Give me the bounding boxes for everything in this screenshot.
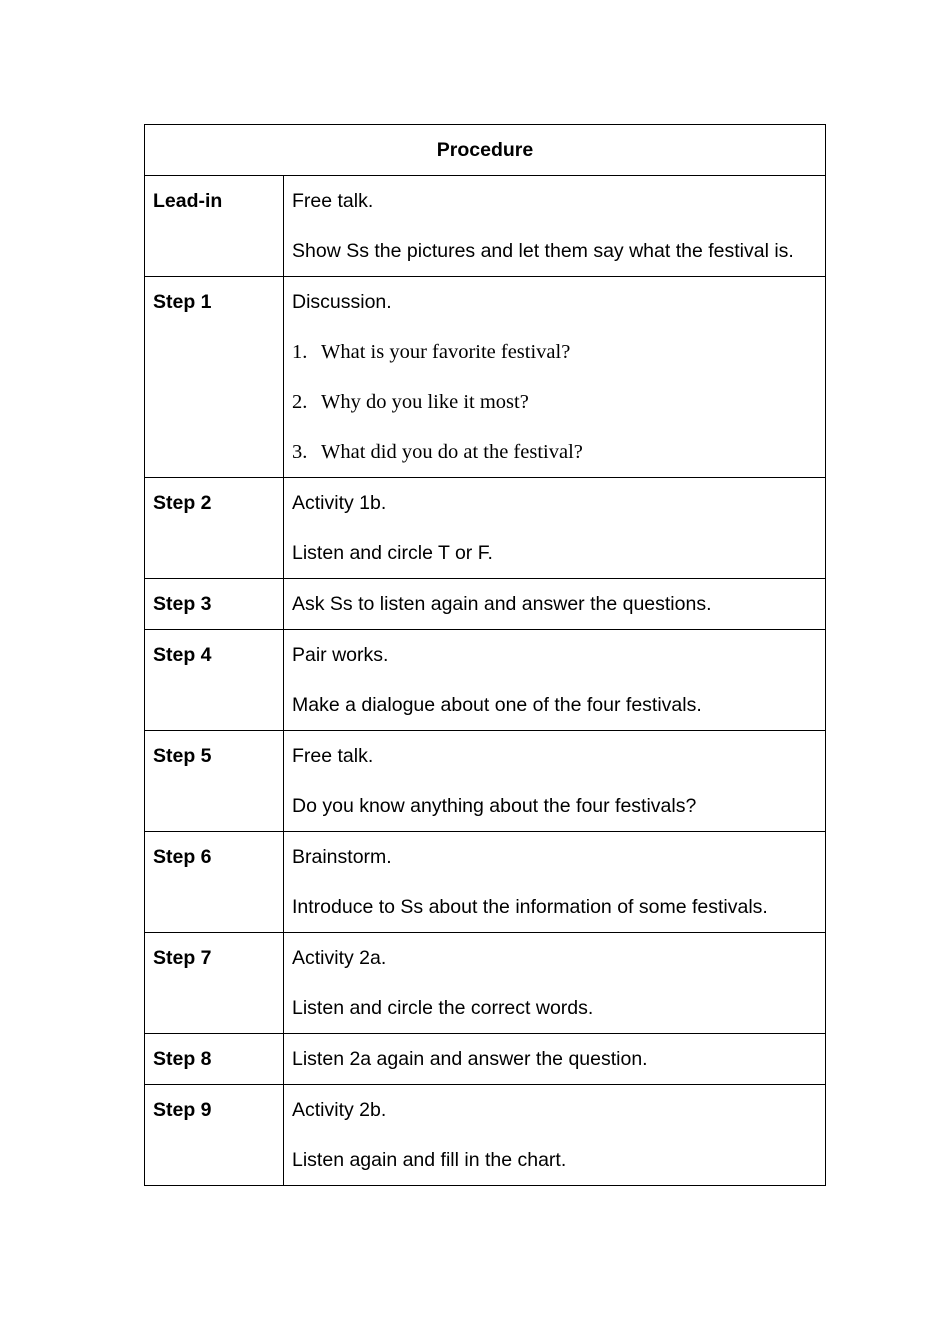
item-text: What is your favorite festival? (321, 341, 571, 363)
numbered-item (292, 427, 817, 477)
table-row (145, 630, 826, 731)
row-content (284, 1034, 826, 1085)
table-row (145, 731, 826, 832)
numbered-item (292, 377, 817, 427)
table-row (145, 1034, 826, 1085)
table-row (145, 1085, 826, 1186)
table-row (145, 579, 826, 630)
row-label: Step 9 (145, 1085, 284, 1186)
row-line: Do you know anything about the four festivals? (292, 795, 697, 817)
row-line: Free talk. (292, 745, 374, 767)
row-label: Step 8 (145, 1034, 284, 1085)
row-content (284, 832, 826, 933)
row-content (284, 579, 826, 630)
row-line: Listen again and fill in the chart. (292, 1149, 567, 1171)
row-line: Activity 1b. (292, 492, 387, 514)
row-line: Discussion. (292, 291, 392, 313)
row-line: Listen 2a again and answer the question. (292, 1048, 648, 1070)
row-line: Listen and circle T or F. (292, 542, 493, 564)
row-line: Make a dialogue about one of the four festivals. (292, 694, 702, 716)
row-line: Free talk. (292, 190, 374, 212)
row-label: Step 3 (145, 579, 284, 630)
item-text: What did you do at the festival? (321, 441, 583, 463)
row-line: Activity 2a. (292, 947, 387, 969)
item-number: 3. (292, 441, 308, 463)
row-content (284, 630, 826, 731)
item-text: Why do you like it most? (321, 391, 529, 413)
numbered-item (292, 327, 817, 377)
row-label: Lead-in (145, 176, 284, 277)
row-line: Introduce to Ss about the information of some festivals. (292, 896, 768, 918)
row-line: Activity 2b. (292, 1099, 387, 1121)
row-content (284, 277, 826, 478)
row-label: Step 5 (145, 731, 284, 832)
row-label: Step 7 (145, 933, 284, 1034)
row-label: Step 4 (145, 630, 284, 731)
row-label: Step 6 (145, 832, 284, 933)
item-number: 2. (292, 391, 308, 413)
row-line: Pair works. (292, 644, 389, 666)
table-header: Procedure (145, 125, 826, 176)
table-row (145, 176, 826, 277)
item-number: 1. (292, 341, 308, 363)
row-line: Show Ss the pictures and let them say what the festival is. (292, 240, 794, 262)
row-label: Step 1 (145, 277, 284, 478)
row-line: Brainstorm. (292, 846, 392, 868)
row-content (284, 478, 826, 579)
row-content (284, 731, 826, 832)
table-row (145, 478, 826, 579)
table-header-row (145, 125, 826, 176)
row-line: Ask Ss to listen again and answer the questions. (292, 593, 712, 615)
row-content (284, 933, 826, 1034)
procedure-table (144, 124, 826, 1186)
table-row (145, 933, 826, 1034)
table-row (145, 277, 826, 478)
row-label: Step 2 (145, 478, 284, 579)
row-content (284, 176, 826, 277)
row-content (284, 1085, 826, 1186)
row-line: Listen and circle the correct words. (292, 997, 594, 1019)
table-row (145, 832, 826, 933)
